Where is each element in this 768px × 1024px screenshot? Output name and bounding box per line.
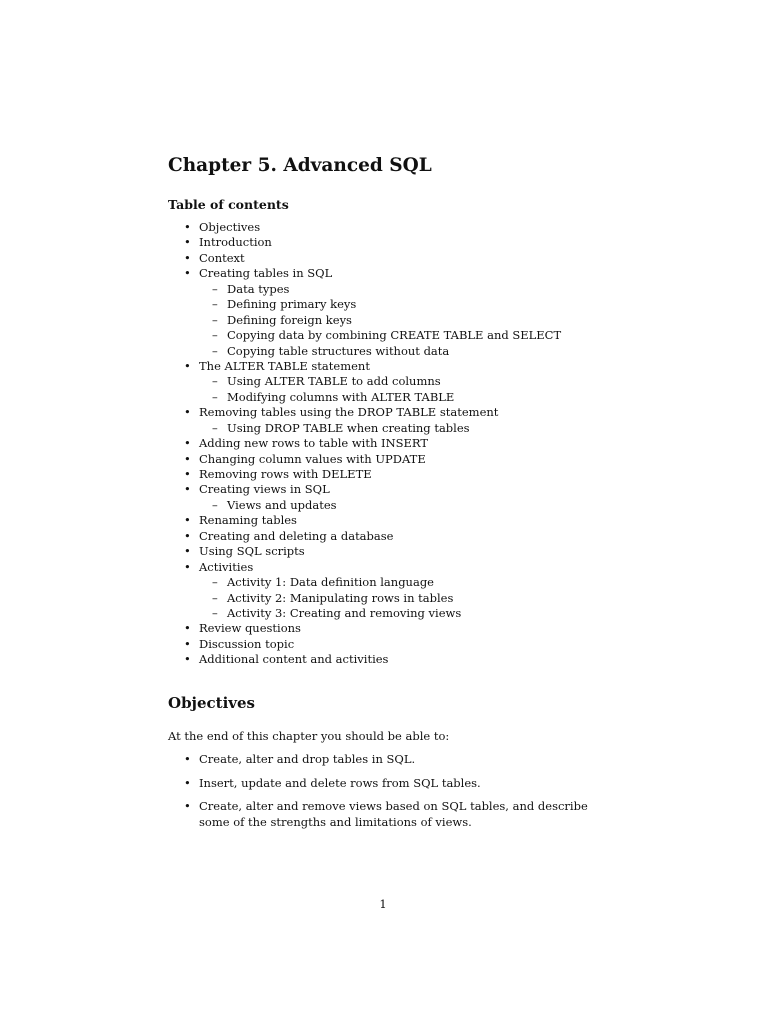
table-of-contents <box>168 220 561 668</box>
toc-item: • Creating views in SQL <box>168 482 561 497</box>
objective-item: • Create, alter and drop tables in SQL. <box>168 752 608 768</box>
toc-item: • Activities <box>168 560 561 575</box>
toc-item: • Creating and deleting a database <box>168 529 561 544</box>
page-number: 1 <box>379 897 387 911</box>
toc-item: • Removing tables using the DROP TABLE statement <box>168 405 561 420</box>
objectives-heading: Objectives <box>168 694 255 712</box>
toc-item: • Objectives <box>168 220 561 235</box>
toc-subitem: – Defining primary keys <box>168 297 561 312</box>
toc-item: • Changing column values with UPDATE <box>168 452 561 467</box>
toc-subitem: – Copying table structures without data <box>168 344 561 359</box>
chapter-title: Chapter 5. Advanced SQL <box>168 155 432 176</box>
toc-subitem: – Views and updates <box>168 498 561 513</box>
toc-heading: Table of contents <box>168 197 289 212</box>
toc-subitem: – Data types <box>168 282 561 297</box>
objectives-list <box>168 752 608 838</box>
toc-item: • Introduction <box>168 235 561 250</box>
toc-item: • Renaming tables <box>168 513 561 528</box>
objectives-intro: At the end of this chapter you should be able to: <box>168 729 450 743</box>
toc-subitem: – Using ALTER TABLE to add columns <box>168 374 561 389</box>
toc-subitem: – Defining foreign keys <box>168 313 561 328</box>
toc-subitem: – Activity 2: Manipulating rows in tables <box>168 591 561 606</box>
toc-subitem: – Activity 1: Data definition language <box>168 575 561 590</box>
toc-subitem: – Copying data by combining CREATE TABLE and SELECT <box>168 328 561 343</box>
objective-item: • Create, alter and remove views based on SQL tables, and describe some of the strengths and limitations of views. <box>168 799 608 830</box>
toc-subitem: – Activity 3: Creating and removing views <box>168 606 561 621</box>
toc-item: • Review questions <box>168 621 561 636</box>
toc-subitem: – Modifying columns with ALTER TABLE <box>168 390 561 405</box>
toc-item: • Context <box>168 251 561 266</box>
toc-subitem: – Using DROP TABLE when creating tables <box>168 421 561 436</box>
toc-item: • Adding new rows to table with INSERT <box>168 436 561 451</box>
toc-item: • Discussion topic <box>168 637 561 652</box>
objective-item: • Insert, update and delete rows from SQL tables. <box>168 776 608 792</box>
toc-item: • The ALTER TABLE statement <box>168 359 561 374</box>
toc-item: • Using SQL scripts <box>168 544 561 559</box>
toc-item: • Removing rows with DELETE <box>168 467 561 482</box>
toc-item: • Additional content and activities <box>168 652 561 667</box>
toc-item: • Creating tables in SQL <box>168 266 561 281</box>
